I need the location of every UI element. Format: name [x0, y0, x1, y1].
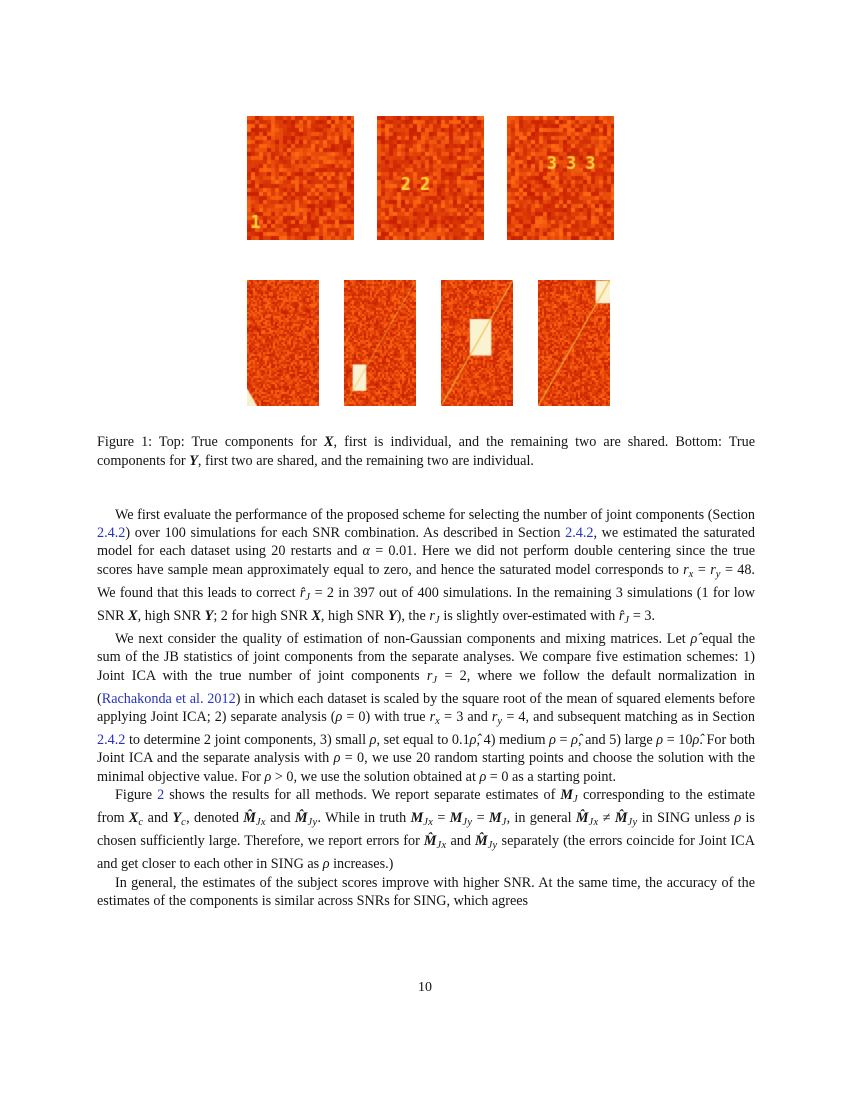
figure1-x-component-2-image	[377, 116, 484, 240]
text-run: = 0 as a starting point.	[486, 768, 617, 785]
text-run: ) in which each dataset is scaled by the square root of the mean of squared elements before applying Joint ICA; 2) separate analysis (	[97, 690, 755, 726]
text-run: r	[491, 709, 498, 726]
text-run: J	[572, 793, 578, 805]
text-run: , first is individual, and the remaining two are shared. Bottom: True components for	[97, 434, 755, 469]
text-run: r	[683, 561, 689, 578]
text-run: ≠	[598, 810, 615, 827]
text-run: X	[128, 810, 139, 827]
text-run: and	[143, 810, 173, 827]
text-run: ρ	[333, 750, 341, 767]
text-run: separately (the errors coincide for Joint ICA and get closer to each other in SING as	[97, 833, 755, 873]
text-run: is chosen sufficiently large. Therefore, we report errors for	[97, 810, 755, 850]
text-run: ρ	[479, 768, 487, 785]
text-run: corresponding to the estimate from	[97, 786, 755, 827]
text-run: ρ	[322, 856, 330, 873]
text-run: ρ	[734, 810, 742, 827]
text-run: , and 5) large	[577, 732, 657, 749]
text-run: Figure 1: Top: True components for	[97, 434, 325, 450]
text-run: = 4, and subsequent matching as in Section	[502, 709, 755, 726]
text-run: Y	[387, 608, 397, 625]
text-run: =	[433, 810, 450, 827]
figure1-top-row	[247, 116, 614, 240]
text-run: equal the sum of the JB statistics of joint components from the separate analyses. We compare five estimation schemes: 1) Joint ICA with the true number of joint components	[97, 631, 755, 684]
text-run: ρ	[369, 732, 377, 749]
text-run: α	[362, 543, 370, 560]
text-run: and	[446, 833, 475, 850]
text-run: . For both Joint ICA and the separate analysis with	[97, 732, 755, 767]
text-run: X	[128, 608, 138, 625]
figure1-bottom-row	[247, 280, 610, 406]
text-run: M	[560, 786, 573, 803]
text-run: = 3.	[629, 608, 656, 625]
figure1-y-component-2-image	[344, 280, 416, 406]
text-run: =	[693, 561, 711, 578]
text-run: = 10	[663, 732, 693, 749]
text-run: Jy	[307, 817, 318, 829]
text-run: Jx	[436, 840, 447, 852]
figure1-x-component-3-image	[507, 116, 614, 240]
text-run: M̂	[294, 810, 308, 827]
text-run: J	[501, 817, 507, 829]
text-run: Jy	[462, 817, 473, 829]
page-number: 10	[418, 980, 432, 995]
text-run: ρ̂	[571, 732, 578, 749]
text-run: is slightly over-estimated with	[439, 608, 619, 625]
text-run: , high SNR	[320, 608, 388, 625]
text-run: , denoted	[186, 810, 244, 827]
text-run: = 2 in 397 out of 400 simulations. In the remaining 3 simulations (1 for low SNR	[97, 584, 755, 625]
text-run: M̂	[243, 810, 256, 827]
text-run: r̂	[299, 584, 306, 601]
text-run: r	[710, 561, 716, 578]
text-run: > 0, we use the solution obtained at	[271, 768, 480, 785]
text-run: M	[410, 810, 424, 827]
text-run: J	[305, 591, 311, 603]
text-run: , we estimated the saturated model for each dataset using 20 restarts and	[97, 525, 756, 560]
figure1-y-component-3-image	[441, 280, 513, 406]
text-run: , in general	[506, 810, 576, 827]
text-run: We first evaluate the performance of the proposed scheme for selecting the number of joint components (Section	[115, 507, 755, 523]
text-run: ρ̂	[690, 631, 698, 648]
text-run: Jy	[627, 817, 638, 829]
paragraph-3	[97, 786, 755, 874]
text-run: ρ	[335, 709, 343, 726]
ref-link[interactable]: 2.4.2	[97, 732, 126, 749]
text-run: = 48. We found that this leads to correct	[97, 561, 755, 601]
text-run: J	[434, 615, 440, 627]
ref-link[interactable]: 2.4.2	[565, 525, 594, 542]
figure1-caption	[97, 433, 755, 470]
text-run: ; 2 for high SNR	[213, 608, 312, 625]
text-run: , 4) medium	[476, 732, 550, 749]
text-run: r	[429, 709, 436, 726]
text-run: r	[426, 667, 433, 684]
text-run: x	[435, 716, 441, 728]
text-run: M̂	[614, 810, 628, 827]
text-run: y	[715, 568, 721, 580]
text-run: , high SNR	[137, 608, 205, 625]
text-run: = 0, we use 20 random starting points and choose the solution with the minimal objective value. For	[97, 750, 756, 785]
text-run: In general, the estimates of the subject scores improve with higher SNR. At the same time, the accuracy of the estimates of the components is similar across SNRs for SING, which agrees	[97, 874, 755, 909]
text-run: ρ̂	[469, 732, 477, 749]
text-run: x	[688, 568, 694, 580]
ref-link[interactable]: 2	[157, 786, 165, 803]
text-run: Jx	[255, 817, 266, 829]
paragraph-1	[97, 506, 755, 630]
text-run: Jy	[487, 840, 498, 852]
text-run: , set equal to 0.1	[376, 732, 470, 749]
text-run: Y	[172, 810, 182, 827]
text-run: ) over 100 simulations for each SNR combination. As described in Section	[125, 525, 566, 542]
text-run: ρ̂	[692, 732, 700, 749]
text-run: increases.)	[329, 856, 394, 873]
text-run: M	[449, 810, 463, 827]
text-run: Y	[204, 608, 214, 625]
text-run: c	[138, 817, 144, 829]
ref-link[interactable]: Rachakonda et al. 2012	[101, 690, 236, 707]
text-run: = 3 and	[440, 709, 492, 726]
text-run: M̂	[474, 833, 488, 850]
text-run: M̂	[423, 833, 437, 850]
text-run: M	[488, 810, 502, 827]
text-run: in SING unless	[637, 810, 735, 827]
text-run: , first two are shared, and the remaining two are individual.	[197, 452, 534, 469]
paragraph-4	[97, 874, 755, 910]
text-run: M̂	[575, 810, 589, 827]
text-run: Jx	[423, 817, 434, 829]
text-run: = 2, where we follow the default normalization in (	[97, 667, 755, 707]
text-run: ), the	[396, 608, 430, 625]
figure1-y-component-4-image	[538, 280, 610, 406]
text-run: J	[624, 615, 630, 627]
paragraph-2	[97, 630, 755, 786]
text-run: X	[324, 434, 334, 450]
text-run: J	[432, 674, 438, 686]
text-run: Y	[189, 452, 198, 469]
text-run: r̂	[618, 608, 625, 625]
text-run: X	[311, 608, 321, 625]
text-run: ρ	[264, 768, 272, 785]
text-run: = 0) with true	[342, 709, 430, 726]
body-text	[97, 506, 755, 910]
text-run: ρ	[549, 732, 556, 749]
text-run: =	[472, 810, 489, 827]
text-run: = 0.01. Here we did not perform double centering since the true scores have sample mean approximately equal to zero, and hence the saturated model corresponds to	[97, 543, 755, 578]
text-run: Jx	[588, 817, 599, 829]
figure1-x-component-1-image	[247, 116, 354, 240]
text-run: =	[555, 732, 572, 749]
text-run: y	[497, 716, 503, 728]
text-run: We next consider the quality of estimation of non-Gaussian components and mixing matrices. Let	[115, 631, 691, 648]
ref-link[interactable]: 2.4.2	[97, 525, 126, 542]
text-run: shows the results for all methods. We report separate estimates of	[164, 786, 561, 803]
text-run: c	[181, 817, 187, 829]
text-run: ρ	[656, 732, 664, 749]
text-run: . While in truth	[317, 810, 411, 827]
text-run: and	[265, 810, 295, 827]
figure1-y-component-1-image	[247, 280, 319, 406]
text-run: to determine 2 joint components, 3) small	[125, 732, 370, 749]
text-run: r	[429, 608, 435, 625]
text-run: Figure	[115, 786, 158, 803]
